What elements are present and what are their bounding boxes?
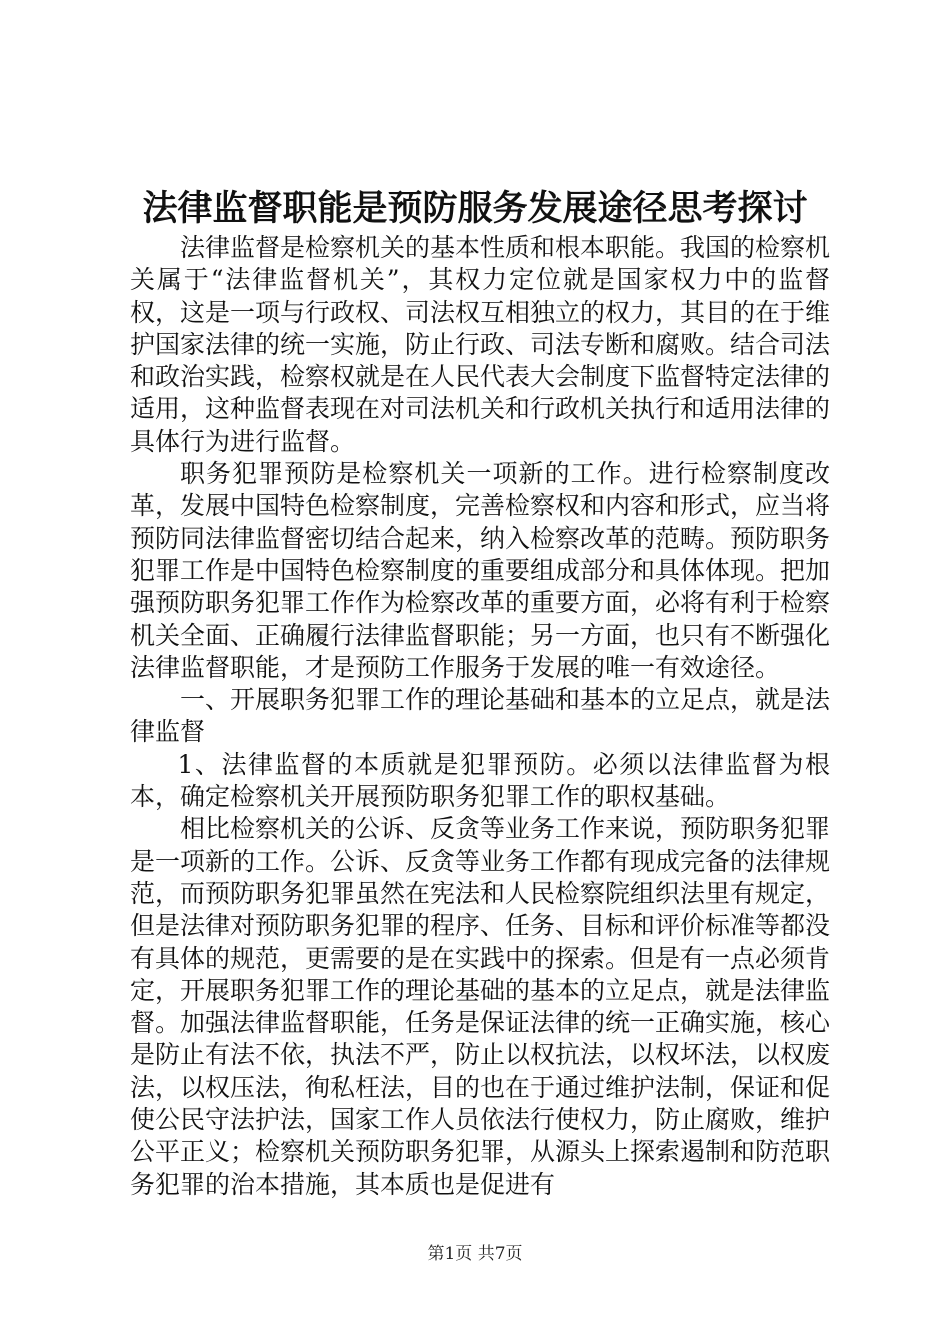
- document-title: 法律监督职能是预防服务发展途径思考探讨: [142, 188, 808, 229]
- section-heading-1: 一、开展职务犯罪工作的理论基础和基本的立足点，就是法律监督: [130, 685, 831, 747]
- paragraph-point-1: 1、法律监督的本质就是犯罪预防。必须以法律监督为根本，确定检察机关开展预防职务犯罪工作的职权基础。: [130, 749, 830, 812]
- paragraph-1: 法律监督是检察机关的基本性质和根本职能。我国的检察机关属于“法律监督机关”，其权力定位就是国家权力中的监督权，这是一项与行政权、司法权互相独立的权力，其目的在于维护国家法律的统一实施，防止行政、司法专断和腐败。结合司法和政治实践，检察权就是在人民代表大会制度下监督特定法律的适用，这种监督表现在对司法机关和行政机关执行和适用法律的具体行为进行监督。: [130, 233, 831, 456]
- page-footer: 第1页 共7页: [427, 1244, 523, 1264]
- document-body: [130, 232, 830, 1201]
- paragraph-2: 职务犯罪预防是检察机关一项新的工作。进行检察制度改革，发展中国特色检察制度，完善检察权和内容和形式，应当将预防同法律监督密切结合起来，纳入检察改革的范畴。预防职务犯罪工作是中国特色检察制度的重要组成部分和具体体现。把加强预防职务犯罪工作作为检察改革的重要方面，必将有利于检察机关全面、正确履行法律监督职能；另一方面，也只有不断强化法律监督职能，才是预防工作服务于发展的唯一有效途径。: [130, 459, 831, 682]
- paragraph-3: 相比检察机关的公诉、反贪等业务工作来说，预防职务犯罪是一项新的工作。公诉、反贪等业务工作都有现成完备的法律规范，而预防职务犯罪虽然在宪法和人民检察院组织法里有规定，但是法律对预防职务犯罪的程序、任务、目标和评价标准等都没有具体的规范，更需要的是在实践中的探索。但是有一点必须肯定，开展职务犯罪工作的理论基础的基本的立足点，就是法律监督。加强法律监督职能，任务是保证法律的统一正确实施，核心是防止有法不依，执法不严，防止以权抗法，以权坏法，以权废法，以权压法，徇私枉法，目的也在于通过维护法制，保证和促使公民守法护法，国家工作人员依法行使权力，防止腐败，维护公平正义；检察机关预防职务犯罪，从源头上探索遏制和防范职务犯罪的治本措施，其本质也是促进有: [130, 814, 831, 1199]
